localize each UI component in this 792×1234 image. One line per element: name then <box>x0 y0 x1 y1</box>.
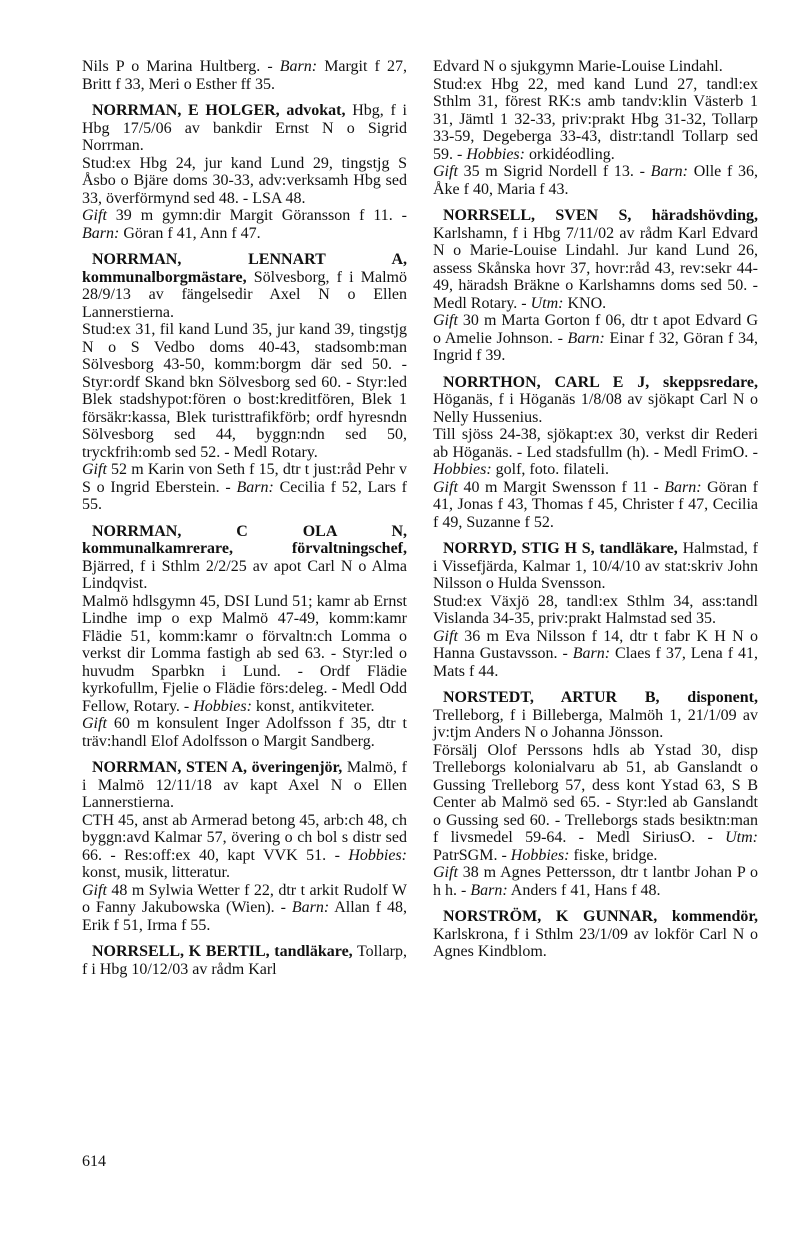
entry-field-marker: Gift <box>433 627 458 645</box>
entry-name-title: NORRMAN, STEN A, överingenjör, <box>92 759 343 776</box>
page-number: 614 <box>82 1153 106 1170</box>
entry-paragraph <box>433 864 758 899</box>
entry-name-title: NORRMAN, C OLA N, kommunalkamrerare, förvaltningschef, <box>82 522 407 557</box>
entry-paragraph <box>82 812 407 882</box>
entry-heading-paragraph <box>82 251 407 321</box>
entry-heading-paragraph <box>433 58 758 76</box>
entry-field-marker: Gift <box>82 715 107 732</box>
biography-entry <box>82 102 407 242</box>
entry-paragraph <box>82 461 407 514</box>
entry-field-marker: Barn: <box>470 881 508 899</box>
entry-field-marker: Hobbies: <box>348 846 407 864</box>
entry-paragraph <box>82 207 407 242</box>
entry-text: Stud:ex 31, fil kand Lund 35, jur kand 39, tingstjg N o S Vedbo doms 40-43, stadsomb:man Sölvesborg 43-50, komm:borgm där sed 50. - Styr:ordf Skand bkn Sölvesborg sed 60. - Styr:led Blek stadshypot:fören o bost:kreditfören, Blek 1 försäkr:kassa, Blek turisttrafikförb; ordf hyresndn Sölvesborg sed 44, byggn:ndn sed 50, tryckfrih:omb sed 52. - Medl Rotary. <box>82 321 407 461</box>
entry-paragraph <box>82 593 407 716</box>
entry-heading-paragraph <box>433 540 758 593</box>
right-column <box>433 58 758 970</box>
entry-paragraph <box>82 155 407 208</box>
left-column <box>82 58 407 987</box>
entry-text: Claes f 37, Lena f 41, Mats f 44. <box>433 645 758 680</box>
entry-text: konst, musik, litteratur. <box>82 864 230 881</box>
entry-text: KNO. <box>563 294 607 312</box>
entry-text: PatrSGM. - <box>433 846 511 864</box>
entry-text: 30 m Marta Gorton f 06, dtr t apot Edvard G o Amelie Johnson. - <box>433 312 758 347</box>
biography-entry <box>433 540 758 680</box>
entry-field-marker: Barn: <box>279 58 318 75</box>
entry-text: 38 m Agnes Pettersson, dtr t lantbr Johan P o h h. - <box>433 864 758 899</box>
entry-field-marker: Barn: <box>291 899 330 916</box>
entry-text: Till sjöss 24-38, sjökapt:ex 30, verkst dir Rederi ab Höganäs. - Led stadsfullm (h). - Medl FrimO. - <box>433 426 758 461</box>
entry-text: 39 m gymn:dir Margit Göransson f 11. - <box>106 207 407 224</box>
biography-entry <box>82 943 407 978</box>
entry-text: konst, antikviteter. <box>251 697 375 715</box>
entry-text: Malmö, f i Malmö 12/11/18 av kapt Axel N o Ellen Lannerstierna. <box>82 759 408 811</box>
biography-entry <box>433 58 758 198</box>
entry-heading-paragraph <box>433 908 758 961</box>
entry-name-title: NORSTRÖM, K GUNNAR, kommendör, <box>443 908 758 925</box>
entry-paragraph <box>433 593 758 628</box>
entry-field-marker: Gift <box>433 312 458 329</box>
entry-field-marker: Hobbies: <box>433 461 492 478</box>
entry-text: Halmstad, f i Vissefjärda, Kalmar 1, 10/4/10 av stat:skriv John Nilsson o Hulda Svensson. <box>433 540 759 592</box>
entry-heading-paragraph <box>82 523 407 593</box>
entry-heading-paragraph <box>82 943 407 978</box>
entry-paragraph <box>82 715 407 750</box>
entry-paragraph <box>433 742 758 865</box>
entry-field-marker: Barn: <box>650 163 688 180</box>
entry-text: orkidéodling. <box>524 145 615 163</box>
entry-text: Einar f 32, Göran f 34, Ingrid f 39. <box>433 329 758 364</box>
entry-text: Hbg, f i Hbg 17/5/06 av bankdir Ernst N o Sigrid Norrman. <box>82 102 407 154</box>
entry-text: Tollarp, f i Hbg 10/12/03 av rådm Karl <box>82 943 407 978</box>
entry-text: Göran f 41, Jonas f 43, Thomas f 45, Christer f 47, Cecilia f 49, Suzanne f 52. <box>433 478 758 531</box>
entry-field-marker: Utm: <box>530 294 564 312</box>
entry-text: 60 m konsulent Inger Adolfsson f 35, dtr t träv:handl Elof Adolfsson o Margit Sandberg. <box>82 715 407 750</box>
entry-text: Stud:ex Hbg 24, jur kand Lund 29, tingstjg S Åsbo o Bjäre doms 30-33, adv:verksamh Hbg sed 33, överförmynd sed 48. - LSA 48. <box>82 154 407 207</box>
biography-entry <box>433 374 758 532</box>
entry-field-marker: Barn: <box>664 478 702 496</box>
entry-name-title: NORSTEDT, ARTUR B, disponent, <box>443 689 758 706</box>
entry-field-marker: Gift <box>82 881 107 899</box>
entry-field-marker: Barn: <box>82 224 120 242</box>
biography-entry <box>82 523 407 751</box>
entry-heading-paragraph <box>433 207 758 312</box>
entry-text: Nils P o Marina Hultberg. - <box>82 58 280 75</box>
entry-text: Bjärred, f i Sthlm 2/2/25 av apot Carl N o Alma Lindqvist. <box>82 557 407 592</box>
entry-text: Allan f 48, Erik f 51, Irma f 55. <box>82 899 407 934</box>
entry-field-marker: Hobbies: <box>510 846 570 864</box>
entry-text: Malmö hdlsgymn 45, DSI Lund 51; kamr ab Ernst Lindhe imp o exp Malmö 47-49, komm:kamr Flädie 51, komm:kamr o förvaltn:ch Lomma o verkst dir Lomma fastigh ab sed 63. - Styr:led o huvudm Sparbkn i Lund. - Ordf Flädie kyrkofullm, Fjelie o Flädie förs:deleg. - Medl Odd Fellow, Rotary. - <box>82 592 407 715</box>
entry-heading-paragraph <box>82 759 407 812</box>
entry-text: Höganäs, f i Höganäs 1/8/08 av sjökapt Carl N o Nelly Hussenius. <box>433 391 758 426</box>
entry-text: 52 m Karin von Seth f 15, dtr t just:råd Pehr v S o Ingrid Eberstein. - <box>82 461 407 496</box>
entry-paragraph <box>433 628 758 681</box>
entry-name-title: NORRSELL, SVEN S, häradshövding, <box>443 207 758 224</box>
entry-text: 36 m Eva Nilsson f 14, dtr t fabr K H N o Hanna Gustavsson. - <box>433 627 758 662</box>
entry-field-marker: Barn: <box>567 329 605 347</box>
entry-field-marker: Hobbies: <box>193 697 252 715</box>
entry-text: Anders f 41, Hans f 48. <box>507 881 661 899</box>
entry-text: Stud:ex Hbg 22, med kand Lund 27, tandl:ex Sthlm 31, förest RK:s amb tandv:klin Västerb 1 31, Jämtl 1 32-33, priv:prakt Hbg 31-32, Tollarp 33-59, Degeberga 33-43, distr:tandl Tollarp sed 59. - <box>433 75 758 163</box>
entry-name-title: NORRTHON, CARL E J, skeppsredare, <box>443 373 758 391</box>
biography-entry <box>82 251 407 514</box>
entry-heading-paragraph <box>82 102 407 155</box>
entry-paragraph <box>433 479 758 532</box>
entry-paragraph <box>433 426 758 479</box>
entry-name-title: NORRMAN, E HOLGER, advokat, <box>92 102 346 119</box>
biography-entry <box>433 908 758 961</box>
entry-heading-paragraph <box>82 58 407 93</box>
entry-text: 48 m Sylwia Wetter f 22, dtr t arkit Rudolf W o Fanny Jakubowska (Wien). - <box>82 881 407 916</box>
entry-paragraph <box>82 882 407 935</box>
entry-text: Sölvesborg, f i Malmö 28/9/13 av fängelsedir Axel N o Ellen Lannerstierna. <box>82 268 407 321</box>
entry-field-marker: Gift <box>433 478 458 496</box>
entry-heading-paragraph <box>433 374 758 427</box>
entry-text: Göran f 41, Ann f 47. <box>119 224 261 242</box>
entry-field-marker: Gift <box>82 461 107 478</box>
entry-text: Trelleborg, f i Billeberga, Malmöh 1, 21/1/09 av jv:tjm Anders N o Johanna Jönsson. <box>433 706 758 741</box>
entry-field-marker: Barn: <box>572 645 611 662</box>
biography-entry <box>82 759 407 934</box>
entry-text: 35 m Sigrid Nordell f 13. - <box>457 163 651 180</box>
entry-text: Margit f 27, Britt f 33, Meri o Esther ff 35. <box>82 58 407 93</box>
entry-text: Edvard N o sjukgymn Marie-Louise Lindahl. <box>433 58 723 75</box>
biography-entry <box>433 689 758 899</box>
entry-field-marker: Gift <box>82 207 107 224</box>
entry-field-marker: Barn: <box>236 478 274 496</box>
entry-text: Karlshamn, f i Hbg 7/11/02 av rådm Karl Edvard N o Marie-Louise Lindahl. Jur kand Lund 26, assess Skånska hovr 37, hovr:råd 43, rev:sekr 44-49, häradsh Bräkne o Karlshamns doms sed 50. - Medl Rotary. - <box>433 224 758 312</box>
entry-paragraph <box>433 163 758 198</box>
biography-entry <box>82 58 407 93</box>
entry-heading-paragraph <box>433 689 758 742</box>
entry-paragraph <box>433 312 758 365</box>
entry-text: Cecilia f 52, Lars f 55. <box>82 478 408 513</box>
entry-text: golf, foto. filateli. <box>491 461 609 478</box>
entry-paragraph <box>433 76 758 164</box>
entry-field-marker: Utm: <box>725 829 758 846</box>
entry-field-marker: Hobbies: <box>466 145 525 163</box>
entry-text: Försälj Olof Perssons hdls ab Ystad 30, disp Trelleborgs kolonialvaru ab 51, ab Ganslandt o Gussing Trelleborg 57, dess kont Ystad 63, S B Center ab Malmö sed 65. - Styr:led ab Ganslandt o Gussing sed 60. - Trelleborgs stads besiktn:man f livsmedel 59-64. - Medl SiriusO. - <box>433 741 758 846</box>
entry-name-title: NORRSELL, K BERTIL, tandläkare, <box>92 943 353 960</box>
entry-text: Stud:ex Växjö 28, tandl:ex Sthlm 34, ass:tandl Vislanda 34-35, priv:prakt Halmstad sed 35. <box>433 592 758 627</box>
entry-text: Olle f 36, Åke f 40, Maria f 43. <box>433 163 759 198</box>
entry-field-marker: Gift <box>433 163 458 180</box>
entry-name-title: NORRMAN, LENNART A, kommunalborgmästare, <box>82 251 407 286</box>
entry-text: fiske, bridge. <box>569 846 658 864</box>
entry-field-marker: Gift <box>433 864 458 881</box>
entry-text: 40 m Margit Swensson f 11 - <box>457 478 665 496</box>
entry-text: Karlskrona, f i Sthlm 23/1/09 av lokför Carl N o Agnes Kindblom. <box>433 925 758 960</box>
entry-text: CTH 45, anst ab Armerad betong 45, arb:ch 48, ch byggn:avd Kalmar 57, övering o ch bol s distr sed 66. - Res:off:ex 40, kapt VVK 51. - <box>82 811 407 864</box>
entry-name-title: NORRYD, STIG H S, tandläkare, <box>443 540 678 557</box>
biography-entry <box>433 207 758 365</box>
entry-paragraph <box>82 321 407 461</box>
